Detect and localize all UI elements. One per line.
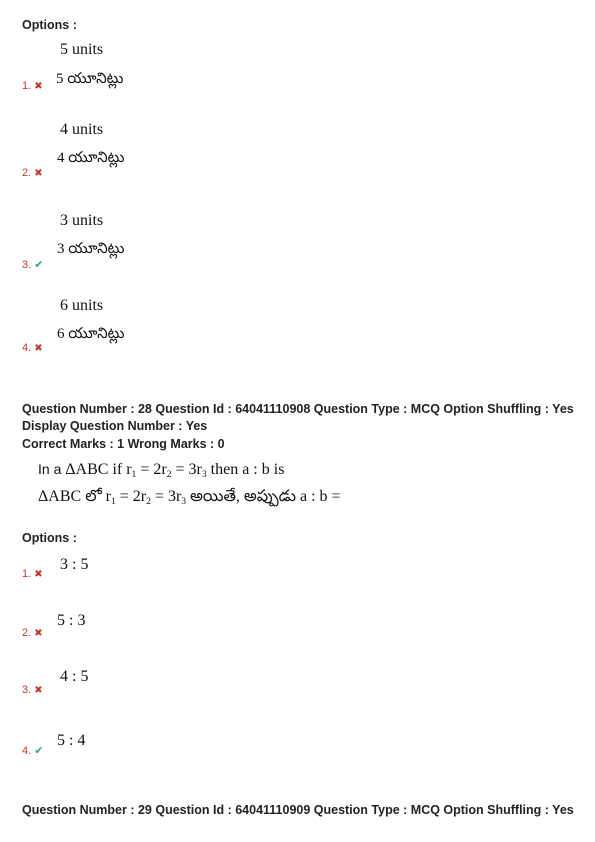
option-3-text: 4 : 5	[60, 668, 89, 685]
option-4-number: 4. ✖	[22, 342, 43, 354]
wrong-mark-icon: ✖	[34, 628, 43, 639]
option-2-english: 4 units	[60, 121, 104, 138]
option-4-english: 6 units	[60, 297, 104, 314]
question-text-telugu: ΔABC లో r1 = 2r2 = 3r3 అయితే, అప్పుడు a : b =	[38, 488, 341, 507]
option-1-telugu: 5 యూనిట్లు	[56, 71, 124, 87]
wrong-mark-icon: ✖	[34, 685, 43, 696]
wrong-mark-icon: ✖	[34, 81, 43, 92]
option-4-text: 5 : 4	[57, 732, 86, 749]
options-label: Options :	[22, 18, 77, 32]
option-3-number: 3. ✖	[22, 684, 43, 696]
option-1-number: 1. ✖	[22, 568, 43, 580]
option-3-telugu: 3 యూనిట్లు	[57, 241, 125, 257]
display-question-number: Display Question Number : Yes	[22, 419, 208, 433]
option-2-text: 5 : 3	[57, 612, 86, 629]
option-3-english: 3 units	[60, 212, 104, 229]
question-text-english: In a ΔABC if r1 = 2r2 = 3r3 then a : b is	[38, 461, 285, 480]
option-2-number: 2. ✖	[22, 167, 43, 179]
correct-check-icon: ✔	[34, 259, 44, 271]
question-header: Question Number : 28 Question Id : 64041110908 Question Type : MCQ Option Shuffling : Yes	[22, 402, 574, 416]
option-2-telugu: 4 యూనిట్లు	[57, 150, 125, 166]
option-1-text: 3 : 5	[60, 556, 89, 573]
options-label: Options :	[22, 531, 77, 545]
option-1-number: 1. ✖	[22, 80, 43, 92]
wrong-mark-icon: ✖	[34, 569, 43, 580]
correct-check-icon: ✔	[34, 745, 44, 757]
wrong-mark-icon: ✖	[34, 343, 43, 354]
question-header: Question Number : 29 Question Id : 64041110909 Question Type : MCQ Option Shuffling : Yes	[22, 803, 574, 817]
marks-line: Correct Marks : 1 Wrong Marks : 0	[22, 437, 225, 451]
option-3-number: 3. ✔	[22, 259, 44, 271]
option-4-number: 4. ✔	[22, 745, 44, 757]
option-4-telugu: 6 యూనిట్లు	[57, 326, 125, 342]
wrong-mark-icon: ✖	[34, 168, 43, 179]
option-1-english: 5 units	[60, 41, 104, 58]
option-2-number: 2. ✖	[22, 627, 43, 639]
